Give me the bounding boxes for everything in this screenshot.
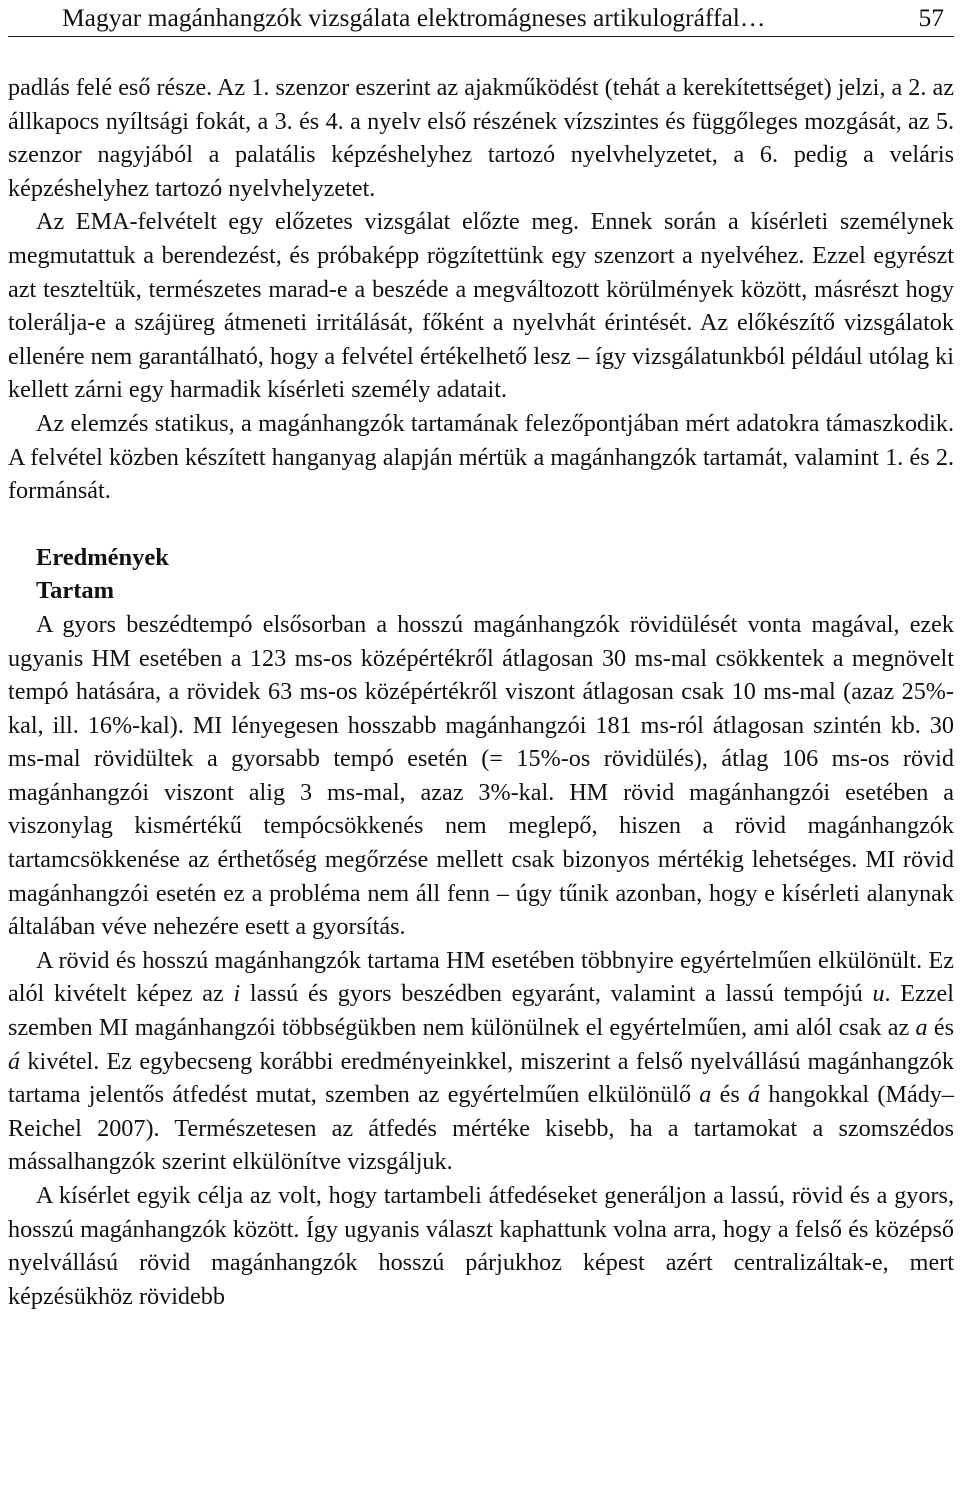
section-spacer [8, 508, 954, 541]
paragraph-overlap: A rövid és hosszú magánhangzók tartama HM esetében többnyire egyértelműen elkülönült. Ez alól kivételt képez az i lassú és gyors beszédben egyaránt, valamint a lassú tempójú u. Ezzel szemben MI magánhangzói többségükben nem különülnek el egyértelműen, ami alól csak az a és á kivétel. Ez egybecseng korábbi eredményeinkkel, miszerint a felső nyelvállású magánhangzók tartama jelentős átfedést mutat, szemben az egyértelműen elkülönülő a és á hangokkal (Mády–Reichel 2007). Természetesen az átfedés mértéke kisebb, ha a tartamokat a szomszédos mássalhangzók szerint elkülönítve vizsgáljuk. [8, 946, 954, 1176]
page-number: 57 [918, 3, 944, 32]
running-header [8, 0, 954, 37]
paragraph-analysis: Az elemzés statikus, a magánhangzók tartamának felezőpontjában mért adatokra támaszkodik. A felvétel közben készített hanganyag alapján mértük a magánhangzók tartamát, valamint 1. és 2. formánsát. [8, 409, 954, 505]
paragraph-experiment-goal: A kísérlet egyik célja az volt, hogy tartambeli átfedéseket generáljon a lassú, rövid és a gyors, hosszú magánhangzók között. Így ugyanis választ kaphattunk volna arra, hogy a felső és középső nyelvállású rövid magánhangzók hosszú párjukhoz képest azért centralizáltak-e, mert képzésükhöz rövidebb [8, 1182, 954, 1310]
italic-vowel: u [872, 980, 885, 1008]
page-body [8, 71, 954, 1313]
running-title: Magyar magánhangzók vizsgálata elektromágneses artikulográffal… [62, 3, 766, 32]
italic-vowel: a [699, 1081, 712, 1109]
italic-vowel: á [748, 1081, 761, 1109]
italic-vowel: a [915, 1014, 928, 1042]
section-heading: Eredmények [36, 543, 169, 571]
italic-vowel: á [8, 1047, 21, 1075]
paragraph-preliminary-test: Az EMA-felvételt egy előzetes vizsgálat előzte meg. Ennek során a kísérleti személynek megmutattuk a berendezést, és próbaképp rögzítettünk egy szenzort a nyelvéhez. Ezzel egyrészt azt teszteltük, természetes marad-e a beszéde a megváltozott körülmények között, másrészt hogy tolerálja-e a szájüreg átmeneti irritálását, főként a nyelvhát érintését. Az előkészítő vizsgálatok ellenére nem garantálható, hogy a felvétel értékelhető lesz – így vizsgálatunkból például utólag ki kellett zárni egy harmadik kísérleti személy adatait. [8, 208, 954, 404]
paragraph-continued: padlás felé eső része. Az 1. szenzor eszerint az ajakműködést (tehát a kerekítettséget) jelzi, a 2. az állkapocs nyíltsági fokát, a 3. és 4. a nyelv első részének vízszintes és függőleges mozgását, az 5. szenzor nagyjából a palatális képzéshelyhez tartozó nyelvhelyzetet, a 6. pedig a veláris képzéshelyhez tartozó nyelvhelyzetet. [8, 74, 954, 202]
subsection-heading: Tartam [36, 577, 115, 605]
italic-vowel: i [233, 980, 241, 1008]
paragraph-tempo: A gyors beszédtempó elsősorban a hosszú magánhangzók rövidülését vonta magával, ezek ugyanis HM esetében a 123 ms-os középértékről átlagosan 30 ms-mal csökkentek a megnövelt tempó hatására, a rövidek 63 ms-os középértékről viszont átlagosan csak 10 ms-mal (azaz 25%-kal, ill. 16%-kal). MI lényegesen hosszabb magánhangzói 181 ms-ról átlagosan szintén kb. 30 ms-mal rövidültek a gyorsabb tempó esetén (= 15%-os rövidülés), átlag 106 ms-os rövid magánhangzói viszont alig 3 ms-mal, azaz 3%-kal. HM rövid magánhangzói esetében a viszonylag kismértékű tempócsökkenés nem meglepő, hiszen a rövid magánhangzók tartamcsökkenése az érthetőség megőrzése mellett csak bizonyos mértékig lehetséges. MI rövid magánhangzói esetén ez a probléma nem áll fenn – úgy tűnik azonban, hogy e kísérleti alanynak általában véve nehezére esett a gyorsítás. [8, 610, 954, 941]
